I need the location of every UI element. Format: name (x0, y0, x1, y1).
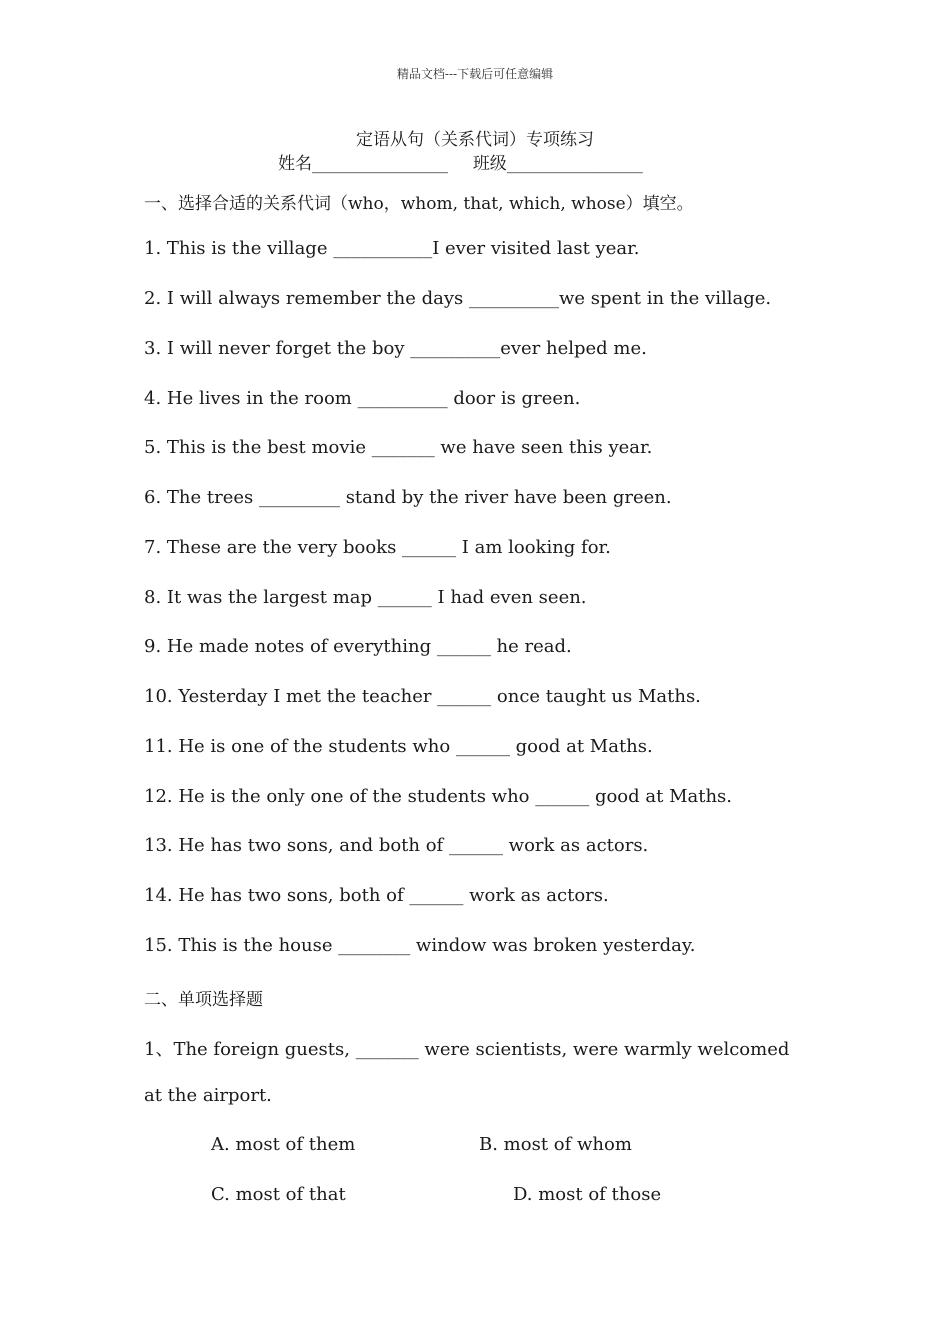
question-9: 9. He made notes of everything ______ he read. (144, 636, 572, 657)
name-blank: ________________ (312, 154, 448, 174)
question-11: 11. He is one of the students who ______ good at Maths. (144, 736, 653, 757)
option-c: C. most of that (211, 1184, 346, 1205)
name-label: 姓名 (278, 154, 312, 174)
question-10: 10. Yesterday I met the teacher ______ once taught us Maths. (144, 686, 701, 707)
watermark-text: 精品文档---下载后可任意编辑 (396, 67, 554, 81)
question-15: 15. This is the house ________ window was broken yesterday. (144, 935, 696, 956)
section2-heading: 二、单项选择题 (144, 990, 263, 1010)
question-5: 5. This is the best movie _______ we have seen this year. (144, 437, 653, 458)
question-12: 12. He is the only one of the students who ______ good at Maths. (144, 786, 733, 807)
question-8: 8. It was the largest map ______ I had even seen. (144, 587, 587, 608)
option-b: B. most of whom (479, 1134, 632, 1155)
name-class-row (278, 149, 643, 174)
question-2: 2. I will always remember the days __________we spent in the village. (144, 288, 772, 309)
question-1: 1. This is the village ___________I ever visited last year. (144, 238, 640, 259)
option-d: D. most of those (513, 1184, 662, 1205)
question-14: 14. He has two sons, both of ______ work as actors. (144, 885, 609, 906)
question-6: 6. The trees _________ stand by the river have been green. (144, 487, 672, 508)
option-a: A. most of them (211, 1134, 356, 1155)
question-13: 13. He has two sons, and both of ______ work as actors. (144, 835, 649, 856)
class-blank: ________________ (506, 154, 643, 174)
class-label: 班级 (472, 154, 507, 174)
question-3: 3. I will never forget the boy __________ever helped me. (144, 338, 647, 359)
mc-question-1-line1: 1、The foreign guests, _______ were scientists, were warmly welcomed (144, 1039, 790, 1060)
section1-heading: 一、选择合适的关系代词（who，whom, that, which, whose）填空。 (144, 194, 694, 214)
page-title: 定语从句（关系代词）专项练习 (356, 130, 594, 150)
mc-question-1-line2: at the airport. (144, 1085, 272, 1106)
question-4: 4. He lives in the room __________ door is green. (144, 388, 581, 409)
question-7: 7. These are the very books ______ I am looking for. (144, 537, 611, 558)
